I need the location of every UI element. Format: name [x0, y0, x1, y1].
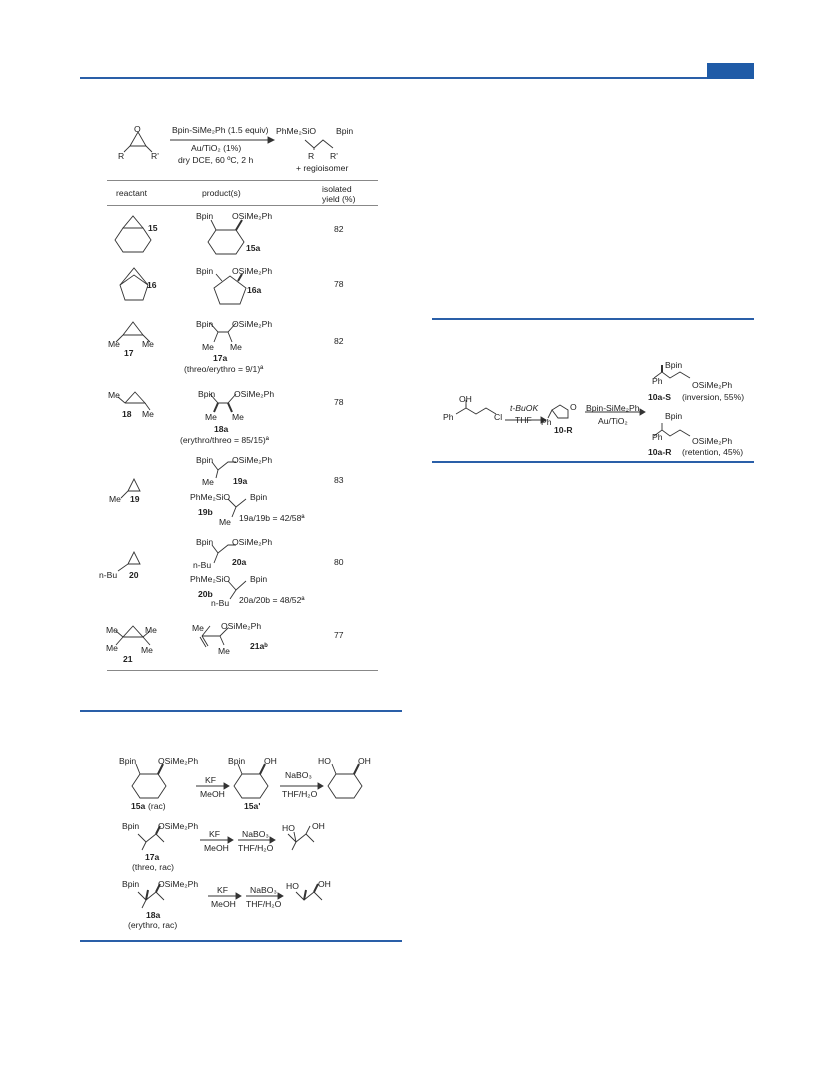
note-17a: (threo/erythro = 9/1)ª: [184, 364, 264, 374]
reagent-text: Bpin-SiMe₂Ph (1.5 equiv): [172, 125, 269, 135]
ox3-oh: OH: [318, 879, 331, 889]
label-21: 21: [123, 654, 133, 664]
alt-nbu-20b: n-Bu: [211, 598, 230, 608]
pme-19a: Me: [202, 477, 214, 487]
label-15a: 15a: [246, 243, 261, 253]
p2-bpin: Bpin: [665, 411, 683, 421]
label-17: 17: [124, 348, 134, 358]
sm-cl: Cl: [494, 412, 503, 422]
ox2-s2: THF/H₂O: [238, 843, 274, 853]
me1-21: Me: [106, 625, 118, 635]
product-bpin: Bpin: [336, 126, 354, 136]
label-20a: 20a: [232, 557, 247, 567]
label-20: 20: [129, 570, 139, 580]
bpin-19a: Bpin: [196, 455, 214, 465]
pme2-21a: Me: [218, 646, 230, 656]
oxetane-ph: Ph: [541, 417, 552, 427]
yield-17a: 82: [334, 336, 344, 346]
yield-15a: 82: [334, 224, 344, 234]
ox2-sm-label: 17a: [145, 852, 160, 862]
alt-me-19b: Me: [219, 517, 231, 527]
ox1-int-oh: OH: [264, 756, 277, 766]
header-yield-2: yield (%): [322, 194, 356, 204]
ox2-r1: KF: [209, 829, 220, 839]
osi-16a: OSiMe₂Ph: [232, 266, 273, 276]
osi-21a: OSiMe₂Ph: [221, 621, 262, 631]
p2-label: 10a-R: [648, 447, 672, 457]
alt-bpin-19b: Bpin: [250, 492, 268, 502]
oxetane-o: O: [570, 402, 577, 412]
yield-21a: 77: [334, 630, 344, 640]
ox1-sm-note: (rac): [148, 801, 166, 811]
ox2-bpin: Bpin: [122, 821, 140, 831]
catalyst-text: Au/TiO₂ (1%): [191, 143, 242, 153]
ox1-s2: THF/H₂O: [282, 789, 318, 799]
p2-osi: OSiMe₂Ph: [692, 436, 733, 446]
epoxide-O: O: [134, 124, 141, 134]
p1-desc: (inversion, 55%): [682, 392, 745, 402]
p1-osi: OSiMe₂Ph: [692, 380, 733, 390]
p1-bpin: Bpin: [665, 360, 683, 370]
pnbu-20a: n-Bu: [193, 560, 212, 570]
ox1-int-label: 15a': [244, 801, 261, 811]
bpin-16a: Bpin: [196, 266, 214, 276]
label-21a: 21aᵇ: [250, 641, 268, 651]
ox2-s1: MeOH: [204, 843, 229, 853]
ox3-sm-label: 18a: [146, 910, 161, 920]
bpin-18a: Bpin: [198, 389, 216, 399]
label-17a: 17a: [213, 353, 228, 363]
ox1-r1: KF: [205, 775, 216, 785]
label-20b: 20b: [198, 589, 213, 599]
ox2-ho: HO: [282, 823, 295, 833]
alt-osi-20b: PhMe₂SiO: [190, 574, 231, 584]
product-osi: PhMe₂SiO: [276, 126, 317, 136]
ox2-sm-note: (threo, rac): [132, 862, 175, 872]
me3-21: Me: [145, 625, 157, 635]
header-yield-1: isolated: [322, 184, 352, 194]
ox1-bpin: Bpin: [119, 756, 137, 766]
ox3-r2: NaBO₃: [250, 885, 277, 895]
label-19: 19: [130, 494, 140, 504]
ox3-osi: OSiMe₂Ph: [158, 879, 199, 889]
osi-19a: OSiMe₂Ph: [232, 455, 273, 465]
ox2-osi: OSiMe₂Ph: [158, 821, 199, 831]
me1-18: Me: [108, 390, 120, 400]
me4-21: Me: [141, 645, 153, 655]
pme2-17a: Me: [230, 342, 242, 352]
yield-19: 83: [334, 475, 344, 485]
ox1-osi: OSiMe₂Ph: [158, 756, 199, 766]
alt-osi-19b: PhMe₂SiO: [190, 492, 231, 502]
product-Rp: R': [330, 151, 338, 161]
yield-16a: 78: [334, 279, 344, 289]
osi-18a: OSiMe₂Ph: [234, 389, 275, 399]
nbu-20: n-Bu: [99, 570, 118, 580]
ox3-ho: HO: [286, 881, 299, 891]
label-15: 15: [148, 223, 158, 233]
pme1-17a: Me: [202, 342, 214, 352]
ox1-r2: NaBO₃: [285, 770, 312, 780]
ox1-ho: HO: [318, 756, 331, 766]
p2-desc: (retention, 45%): [682, 447, 744, 457]
bpin-20a: Bpin: [196, 537, 214, 547]
pme1-18a: Me: [205, 412, 217, 422]
sub-R: R: [118, 151, 125, 161]
ox3-r1: KF: [217, 885, 228, 895]
product-R: R: [308, 151, 315, 161]
pme1-21a: Me: [192, 623, 204, 633]
sm-ph: Ph: [443, 412, 454, 422]
label-18: 18: [122, 409, 132, 419]
base-text: t-BuOK: [510, 403, 539, 413]
p2-ph: Ph: [652, 432, 663, 442]
me2-17: Me: [142, 339, 154, 349]
ox1-oh: OH: [358, 756, 371, 766]
header-product: product(s): [202, 188, 241, 198]
osi-20a: OSiMe₂Ph: [232, 537, 273, 547]
ox-catalyst: Au/TiO₂: [598, 416, 628, 426]
bpin-15a: Bpin: [196, 211, 214, 221]
label-10R: 10-R: [554, 425, 573, 435]
ox3-bpin: Bpin: [122, 879, 140, 889]
p1-label: 10a-S: [648, 392, 671, 402]
label-16: 16: [147, 280, 157, 290]
conditions-text: dry DCE, 60 ºC, 2 h: [178, 155, 254, 165]
osi-17a: OSiMe₂Ph: [232, 319, 273, 329]
me2-21: Me: [106, 643, 118, 653]
ratio-20: 20a/20b = 48/52ª: [239, 595, 305, 605]
sm-oh: OH: [459, 394, 472, 404]
me1-17: Me: [108, 339, 120, 349]
ox1-s1: MeOH: [200, 789, 225, 799]
header-reactant: reactant: [116, 188, 148, 198]
me1-19: Me: [109, 494, 121, 504]
label-18a: 18a: [214, 424, 229, 434]
p1-ph: Ph: [652, 376, 663, 386]
sub-Rp: R': [151, 151, 159, 161]
ox3-s2: THF/H₂O: [246, 899, 282, 909]
ox3-sm-note: (erythro, rac): [128, 920, 178, 930]
label-19a: 19a: [233, 476, 248, 486]
label-16a: 16a: [247, 285, 262, 295]
me2-18: Me: [142, 409, 154, 419]
label-19b: 19b: [198, 507, 213, 517]
bpin-17a: Bpin: [196, 319, 214, 329]
note-18a: (erythro/threo = 85/15)ª: [180, 435, 269, 445]
alt-bpin-20b: Bpin: [250, 574, 268, 584]
solvent-text: THF: [515, 415, 532, 425]
osi-15a: OSiMe₂Ph: [232, 211, 273, 221]
ox-reagent: Bpin-SiMe₂Ph: [586, 403, 640, 413]
ox2-oh: OH: [312, 821, 325, 831]
ox2-r2: NaBO₃: [242, 829, 269, 839]
pme2-18a: Me: [232, 412, 244, 422]
ratio-19: 19a/19b = 42/58ª: [239, 513, 305, 523]
yield-18a: 78: [334, 397, 344, 407]
ox3-s1: MeOH: [211, 899, 236, 909]
regioisomer-note: + regioisomer: [296, 163, 349, 173]
ox1-int-bpin: Bpin: [228, 756, 246, 766]
oxidation-bottom-rule: [80, 940, 402, 942]
yield-20: 80: [334, 557, 344, 567]
ox1-sm-label: 15a: [131, 801, 146, 811]
